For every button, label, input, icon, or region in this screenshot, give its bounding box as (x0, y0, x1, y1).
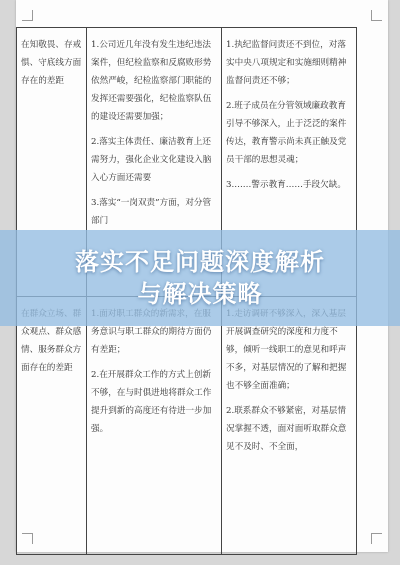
issue-item: 3.落实“一岗双责”方面，对分管部门 (91, 198, 212, 226)
issue-item: 2.在开展群众工作的方式上创新不够，在与时俱进地将群众工作提升到新的高度还有待进一步加强。 (91, 370, 212, 434)
title-banner (0, 230, 400, 326)
cause-item: 2.联系群众不够紧密，对基层情况掌握不透，面对面听取群众意见不及时、不全面， (226, 406, 347, 452)
crop-mark-bottom-right (371, 533, 382, 544)
category-text: 众观点、群众感情、服务群众方面存在的差距 (21, 327, 82, 373)
banner-title-line1: 落实不足问题深度解析 (75, 248, 325, 276)
cause-item: 3.……警示教育……手段欠缺。 (226, 180, 346, 190)
cause-item: 2.班子成员在分管领域廉政教育引导不够深入，止于泛泛的案件传达，教育警示尚未真正触及党员干部的思想灵魂； (226, 101, 347, 165)
issue-item: 务意识与职工群众的期待方面仍有差距； (91, 327, 212, 355)
issue-item: 1.公司近几年没有发生违纪违法案件，但纪检监察和反腐败形势依然严峻，纪检监察部门职能的发挥还需要强化，纪检监察队伍的建设还需要加强； (91, 40, 212, 122)
table-row (17, 297, 357, 555)
banner-title-line2: 与解决策略 (137, 280, 263, 308)
issue-item: 2.落实主体责任、廉洁教育上还需努力，强化企业文化建设入脑入心方面还需要 (91, 137, 212, 183)
category-cell (17, 297, 87, 555)
cause-item: 开展调查研究的深度和力度不够，倾听一线职工的意见和呼声不多，对基层情况的了解和把握也不够全面准确； (226, 327, 347, 391)
causes-cell (222, 297, 357, 555)
issues-cell (87, 297, 222, 555)
cause-item: 1.执纪监督问责还不到位，对落实中央八项规定和实施细则精神监督问责还不够； (226, 40, 347, 86)
crop-mark-top-right (371, 10, 382, 21)
category-text: 在知敬畏、存戒惧、守底线方面存在的差距 (21, 40, 82, 86)
crop-mark-top-left (22, 10, 33, 21)
